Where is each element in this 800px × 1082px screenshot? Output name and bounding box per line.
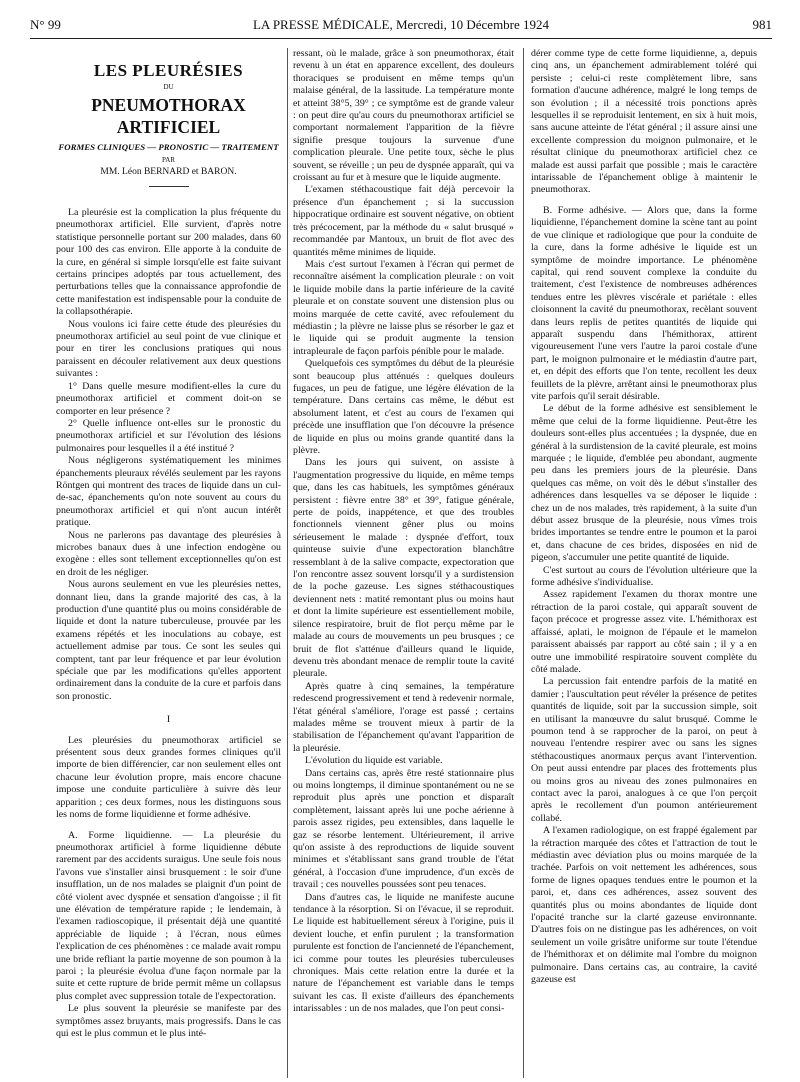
paragraph: 1° Dans quelle mesure modifient-elles la cure du pneumothorax artificiel et comment doit-on se comporter en leur présence ? [56, 380, 281, 417]
paragraph: Quelquefois ces symptômes du début de la pleurésie sont beaucoup plus atténués : quelques douleurs fugaces, un peu de fatigue, une légère élévation de la température. Dans certains cas même, le début est absolument latent, et c'est au cours de l'examen qui précède une insufflation que l'on découvre la présence de liquide en plus ou moins grande quantité dans la plèvre. [293, 358, 514, 456]
column-divider [523, 48, 524, 1078]
paragraph: Assez rapidement l'examen du thorax montre une rétraction de la paroi costale, qui apparaît souvent de façon précoce et progresse assez vite. L'hémithorax est affaissé, aplati, le moignon de l'épaule et le mamelon paraissent abaissés par rapport au côté sain ; il y a en outre une immobilité respiratoire souvent complète du côté malade. [531, 589, 757, 675]
article-authors: MM. Léon BERNARD et BARON. [100, 167, 237, 177]
paragraph: L'évolution du liquide est variable. [305, 755, 443, 767]
column-2 [293, 48, 514, 1072]
column-divider [287, 48, 288, 1078]
paragraph: B. Forme adhésive. — Alors que, dans la forme liquidienne, l'épanchement domine la scène tant au point de vue clinique et radiologique que pour la conduite de la cure, dans la forme adhésive le liquide est un symptôme de moindre importance. Le phénomène capital, qui rend souvent complexe la conduite du traitement, c'est l'existence de nombreuses adhérences tendues entre les plèvres viscérale et pariétale : elles cloisonnent la cavité du pneumothorax, recèlant souvent dans leurs replis de petites quantités de liquide qui apparaît suspendu dans l'hémithorax, attirent vigoureusement l'une vers l'autre la paroi costale d'une part, le moignon pulmonaire et le médiastin d'autre part, et, en dépit des efforts que l'on tente, recollent les deux feuillets de la plèvre, arrêtant ainsi le pneumothorax plus vite parfois qu'il serait désirable. [531, 204, 757, 402]
paragraph: Dans certains cas, après être resté stationnaire plus ou moins longtemps, il diminue spontanément ou ne se reproduit plus après une ponction et disparaît complètement, laissant après lui une poche aérienne à parois assez rigides, peu extensibles, dans laquelle le gaz se résorbe lentement. Ultérieurement, il arrive qu'on assiste à des reproductions de liquide souvent minimes et s'établissant sans grand trouble de l'état général, à l'occasion d'une imprudence, d'un excès de travail ; ces nouvelles poussées sont peu tenaces. [293, 767, 514, 891]
paragraph: Nous aurons seulement en vue les pleurésies nettes, donnant lieu, dans la grande majorité des cas, à la production d'une quantité plus ou moins considérable de liquide et dont la nature tuberculeuse, prouvée par les examens répétés et les inoculations au cobaye, est actuellement admise par tous. Ce sont les seules qui comptent, tant par leur fréquence et par leur évolution spéciale que par les modifications qu'elles apportent ordinairement dans la conduite de la cure et parfois dans son pronostic. [56, 579, 281, 702]
paragraph: Nous ne parlerons pas davantage des pleurésies à microbes banaux dues à une infection endogène ou exogène : elles sont tellement exceptionnelles qu'on est en droit de les négliger. [56, 529, 281, 578]
column-3 [531, 48, 757, 1072]
issue-number: N° 99 [30, 17, 61, 32]
paragraph: ressant, où le malade, grâce à son pneumothorax, était revenu à un état en apparence excellent, des douleurs thoraciques se produisent en même temps qu'un malaise général, de la lassitude. La température monte et atteint 38°5, 39° ; ce symptôme est de grande valeur : on peut dire qu'au cours du pneumothorax artificiel se comportant normalement l'apparition de la fièvre signifie presque toujours la survenue d'une complication pleurale. Une petite toux, sèche le plus souvent, se réveille ; un peu de dyspnée apparaît, qui va croissant au fur et à mesure que le liquide augmente. [293, 48, 514, 184]
article-title-line-1: LES PLEURÉSIES [93, 61, 244, 80]
paragraph: C'est surtout au cours de l'évolution ultérieure que la forme adhésive s'individualise. [531, 564, 757, 589]
paragraph: Nous voulons ici faire cette étude des pleurésies du pneumothorax artificiel au seul point de vue clinique et pour en tirer les conclusions pratiques qui nous paraissent en découler relativement aux deux questions suivantes : [56, 318, 281, 380]
journal-title-date: LA PRESSE MÉDICALE, Mercredi, 10 Décembre 1924 [252, 17, 550, 32]
paragraph: Dans les jours qui suivent, on assiste à l'augmentation progressive du liquide, en même temps que, dans les cas habituels, les symptômes généraux persistent : fièvre entre 38° et 39°, fatigue générale, perte de poids, inappétence, et que des troubles fonctionnels viennent gêner plus ou moins sérieusement le malade : dyspnée d'effort, toux quinteuse suivie d'une expectoration blanchâtre ressemblant à de la salive compacte, expectoration que l'on rencontre assez souvent lorsqu'il y a surdistension de la poche gazeuse. Les signes stéthacoustiques deviennent nets : matité remontant plus ou moins haut et dont la limite supérieure est essentiellement mobile, silence respiratoire, bruit de flot perçu même par le malade au cours de mouvements un peu brusques ; ce bruit de flot s'atténue d'ailleurs quand le liquide, devenu très abondant menace de remplir toute la cavité pleurale. [293, 457, 514, 680]
column-1 [56, 48, 281, 1072]
article-subtitle: FORMES CLINIQUES — PRONOSTIC — TRAITEMENT [58, 142, 279, 152]
paragraph: A. Forme liquidienne. — La pleurésie du pneumothorax artificiel à forme liquidienne débute rarement par des accidents suraigus. Une seule fois nous l'avons vue s'installer ainsi brusquement : le soir d'une insufflation, un de nos malades se plaignit d'un point de côté violent avec dyspnée et sensation d'angoisse ; il fit une élévation de température rapide ; le lendemain, à l'examen radioscopique, il présentait déjà une quantité appréciable de liquide ; à l'écran, nous eûmes l'explication de ces phénomènes : ce malade avait rompu une bride refliant la partie moyenne de son poumon à la paroi ; la pleurésie évolua d'une façon normale par la suite et cette rupture de bride permit même un collapsus plus complet avec suppression totale de l'expectoration. [56, 829, 281, 1002]
paragraph: Le début de la forme adhésive est sensiblement le même que celui de la forme liquidienne. Peut-être les douleurs sont-elles plus accentuées ; la dyspnée, due en général à la surdistension de la cavité pleurale, est moins marquée ; le liquide, d'emblée peu abondant, augmente peu dans les premiers jours de la pleurésie. Dans quelques cas même, on voit dès le début s'installer des adhérences dans lesquelles va se déposer le liquide : chez un de nos malades, très rapidement, à la suite d'un début assez brusque de la pleurésie, nous vîmes trois brides importantes se tendre entre le poumon et la paroi et, dans chacune de ces brides, disposées en nid de pigeon, s'accumuler une petite quantité de liquide. [531, 403, 757, 564]
paragraph: Le plus souvent la pleurésie se manifeste par des symptômes assez bruyants, mais progressifs. Dans le cas qui est le plus commun et le plus inté- [56, 1003, 281, 1039]
paragraph: A l'examen radiologique, on est frappé également par la rétraction marquée des côtes et l'attraction de tout le médiastin avec déviation plus ou moins marquée de la trachée. Parfois on voit nettement les adhérences, sous forme de lignes opaques tendues entre le poumon et la paroi, et, dans ces adhérences, assez souvent des quantités plus ou moins abondantes de liquide dont l'opacité tranche sur la clarté gazeuse environnante. D'autres fois on ne distingue pas les adhérences, on voit seulement un voile grisâtre uniforme sur toute l'étendue de l'hémithorax et on délimite mal l'ombre du moignon pulmonaire. Dans certains cas, au contraire, la cavité gazeuse est [531, 825, 757, 986]
article-title-line-2: PNEUMOTHORAX ARTIFICIEL [91, 95, 246, 137]
article-title-du: DU [163, 83, 174, 91]
page-number: 981 [752, 17, 772, 32]
paragraph: Mais c'est surtout l'examen à l'écran qui permet de reconnaître aisément la complication pleurale : on voit le liquide mobile dans la partie inférieure de la cavité pleurale et on constate souvent une distension plus ou moins marquée de cette cavité, avec refoulement du médiastin ; la plèvre ne laisse plus se résorber le gaz et le liquide qui se produit augmente la tension intrapleurale de façon parfois pénible pour le malade. [293, 258, 514, 357]
section-heading-roman: I [166, 714, 171, 726]
paragraph: Les pleurésies du pneumothorax artificiel se présentent sous deux grandes formes cliniques qu'il importe de bien différencier, car non seulement elles ont chacune leur évolution propre, mais encore chacune impose une conduite particulière à suivre dès leur apparition ; ces deux formes, nous les distinguons sous les noms de forme liquidienne et forme adhésive. [56, 734, 281, 821]
paragraph: La pleurésie est la complication la plus fréquente du pneumothorax artificiel. Elle survient, d'après notre statistique personnelle portant sur 200 malades, dans 60 pour 100 des cas environ. Elle apporte à la conduite de la cure, en général si simple lorsqu'elle est faite suivant certains principes adoptés par tous actuellement, des perturbations telles que la connaissance approfondie de cette manifestation est indispensable pour la conduite de la collapsothérapie. [56, 207, 281, 318]
paragraph: Après quatre à cinq semaines, la température redescend progressivement et tend à redevenir normale, l'état général s'améliore, l'orage est passé ; certains malades même se trouvent mieux à partir de la stabilisation de l'épanchement qu'avant l'apparition de la pleurésie. [293, 680, 514, 754]
paragraph: L'examen stéthacoustique fait déjà percevoir la présence d'un épanchement ; si la succussion hippocratique ordinaire est souvent négative, on obtient très précocement, par la méthode du « salut brusqué » recommandée par Mantoux, un bruit de flot avec des quantités même minimes de liquide. [293, 184, 514, 258]
paragraph: La percussion fait entendre parfois de la matité en damier ; l'auscultation peut révéler la présence de petites quantités de liquide, soit par la succussion simple, soit en utilisant la manœuvre du salut brusqué. Comme le poumon tend à se rapprocher de la paroi, on peut à nouveau l'entendre respirer avec ou sans les signes stéthacoustiques anormaux perçus avant l'intervention. On peut aussi entendre par places des frottements plus ou moins gros au niveau des zones pulmonaires en contact avec la paroi, analogues à ce que l'on perçoit après le recollement d'un poumon antérieurement collabé. [531, 676, 757, 824]
running-header [30, 17, 772, 37]
paragraph: dérer comme type de cette forme liquidienne, a, depuis cinq ans, un épanchement admirablement toléré qui persiste ; celui-ci reste complètement libre, sans formation d'aucune adhérence, malgré le long temps de son évolution ; il a nécessité trois ponctions après lesquelles il se reproduisit lentement, en six à huit mois, sans aucune atteinte de l'état général ; il assure ainsi une excellente compression du moignon pulmonaire, et le résultat clinique du pneumothorax artificiel chez ce malade est aussi parfait que possible ; mais le caractère intarissable de l'épanchement oblige à maintenir le pneumothorax. [531, 48, 757, 196]
header-rule [30, 38, 772, 39]
paragraph: 2° Quelle influence ont-elles sur le pronostic du pneumothorax artificiel et sur l'évolution des lésions pulmonaires pour lesquelles il a été institué ? [56, 417, 281, 454]
paragraph: Dans d'autres cas, le liquide ne manifeste aucune tendance à la résorption. Si on l'évacue, il se reproduit. Le liquide est habituellement séreux à l'origine, puis il devient louche, et enfin purulent ; la transformation purulente est fonction de l'ancienneté de l'épanchement, ici comme pour toutes les pleurésies tuberculeuses chroniques. Mais cette relation entre la durée et la nature de l'épanchement est variable dans le temps suivant les cas. Il existe d'ailleurs des épanchements intarissables : un de nos malades, que l'on peut consi- [293, 891, 514, 1015]
paragraph: Nous négligerons systématiquement les minimes épanchements pleuraux révélés seulement par les rayons Röntgen qui montrent des traces de liquide dans un cul-de-sac, épanchements qu'on note souvent au cours du pneumothorax artificiel et qui n'ont aucun intérêt pratique. [56, 455, 281, 529]
title-separator [149, 186, 189, 187]
byline-par: PAR [162, 156, 175, 164]
